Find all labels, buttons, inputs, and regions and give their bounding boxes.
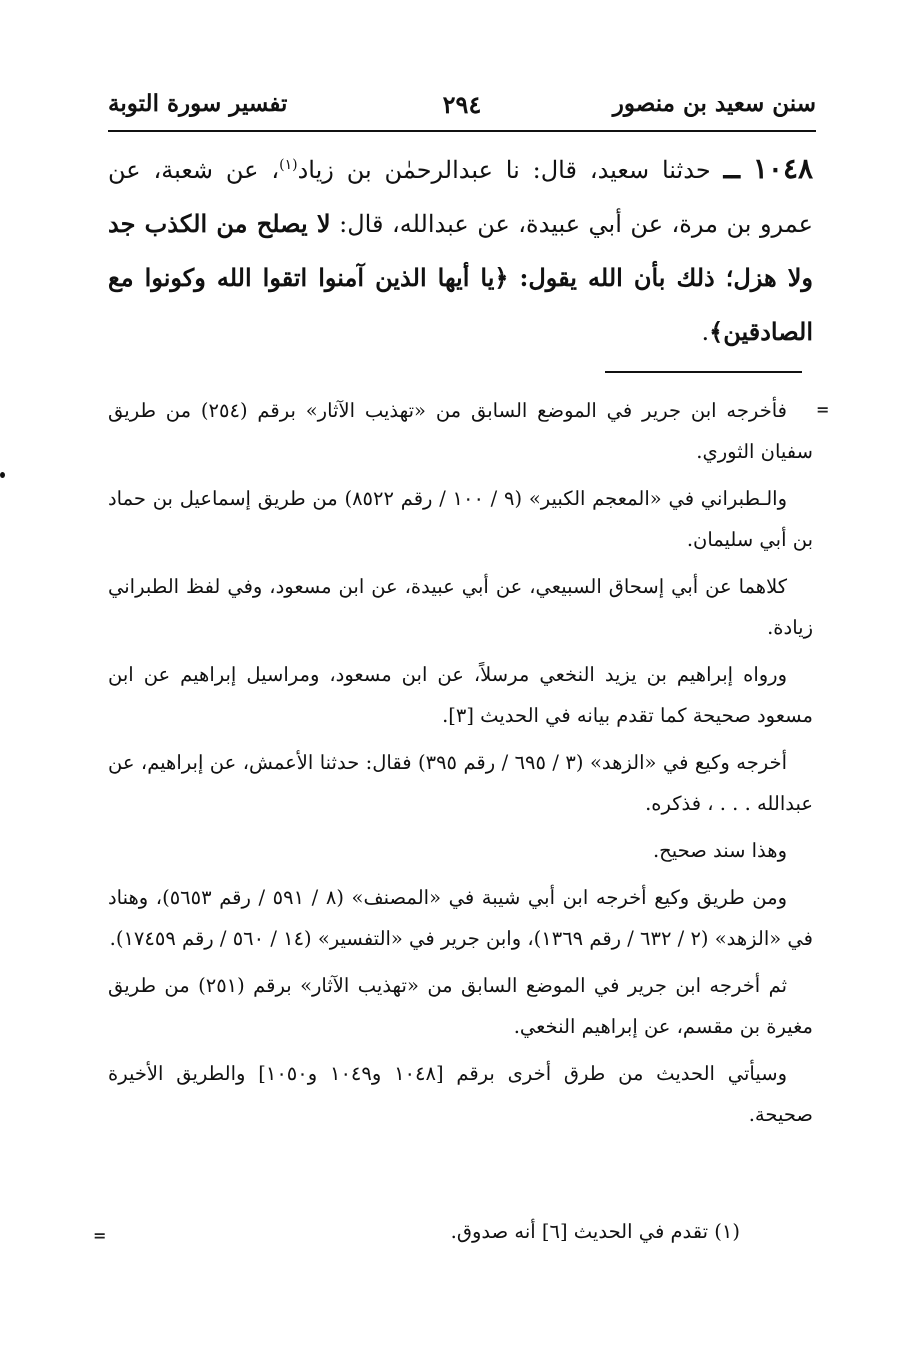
continuation-marker-top: = <box>816 400 830 419</box>
hadith-number: ١٠٤٨ <box>752 152 814 185</box>
footnote-reference: (١) <box>279 157 298 173</box>
note-paragraph: وهذا سند صحيح. <box>652 839 787 862</box>
header-rule <box>108 130 816 132</box>
section-title: تفسير سورة التوبة <box>108 90 288 117</box>
footnote: (١) تقدم في الحديث [٦] أنه صدوق. <box>450 1220 740 1243</box>
note-paragraph: أخرجه وكيع في «الزهد» (٣ / ٦٩٥ / رقم ٣٩٥) فقال: حدثنا الأعمش، عن إبراهيم، عن عبدالله . . . ، فذكره. <box>108 751 813 815</box>
hadith-chain-end: ، عن شعبة، عن عمرو بن مرة، عن أبي عبيدة، عن عبدالله، قال: <box>108 156 813 238</box>
hadith-text <box>108 142 813 359</box>
note-paragraph: ومن طريق وكيع أخرجه ابن أبي شيبة في «المصنف» (٨ / ٥٩١ / رقم ٥٦٥٣)، وهناد في «الزهد» (٢ / ٦٣٢ / رقم ١٣٦٩)، وابن جرير في «التفسير» (١٤ / ٥٦٠ / رقم ١٧٤٥٩). <box>108 886 813 950</box>
book-title: سنن سعيد بن منصور <box>612 90 816 117</box>
takhrij-notes <box>108 390 813 1141</box>
hadith-chain-start: حدثنا سعيد، قال: نا عبدالرحمٰن بن زياد <box>297 156 711 184</box>
running-head <box>108 84 816 124</box>
note-paragraph: كلاهما عن أبي إسحاق السبيعي، عن أبي عبيدة، عن ابن مسعود، وفي لفظ الطبراني زيادة. <box>108 575 813 639</box>
hadith-end: . <box>701 318 710 346</box>
note-paragraph: وسيأتي الحديث من طرق أخرى برقم [١٠٤٨ و١٠٤٩ و١٠٥٠] والطريق الأخيرة صحيحة. <box>108 1062 813 1126</box>
note-paragraph: فأخرجه ابن جرير في الموضع السابق من «تهذيب الآثار» برقم (٢٥٤) من طريق سفيان الثوري. <box>108 399 813 463</box>
footnote-rule <box>605 371 802 373</box>
note-paragraph: ورواه إبراهيم بن يزيد النخعي مرسلاً، عن ابن مسعود، ومراسيل إبراهيم عن ابن مسعود صحيحة كما تقدم بيانه في الحديث [٣]. <box>108 663 813 727</box>
hadith-dash: ــ <box>723 152 740 185</box>
note-paragraph: والـطبراني في «المعجم الكبير» (٩ / ١٠٠ / رقم ٨٥٢٢) من طريق إسماعيل بن حماد بن أبي سليمان. <box>108 487 813 551</box>
note-paragraph: ثم أخرجه ابن جرير في الموضع السابق من «تهذيب الآثار» برقم (٢٥١) من طريق مغيرة بن مقسم، عن إبراهيم النخعي. <box>108 974 813 1038</box>
hadith-matn: لا يصلح من الكذب جد ولا هزل؛ ذلك بأن الله يقول: ﴿يا أيها الذين آمنوا اتقوا الله وكونوا مع الصادقين﴾ <box>108 209 813 346</box>
page-number: ٢٩٤ <box>442 90 482 119</box>
margin-dot <box>0 472 5 478</box>
continuation-marker-bottom: = <box>93 1226 107 1245</box>
